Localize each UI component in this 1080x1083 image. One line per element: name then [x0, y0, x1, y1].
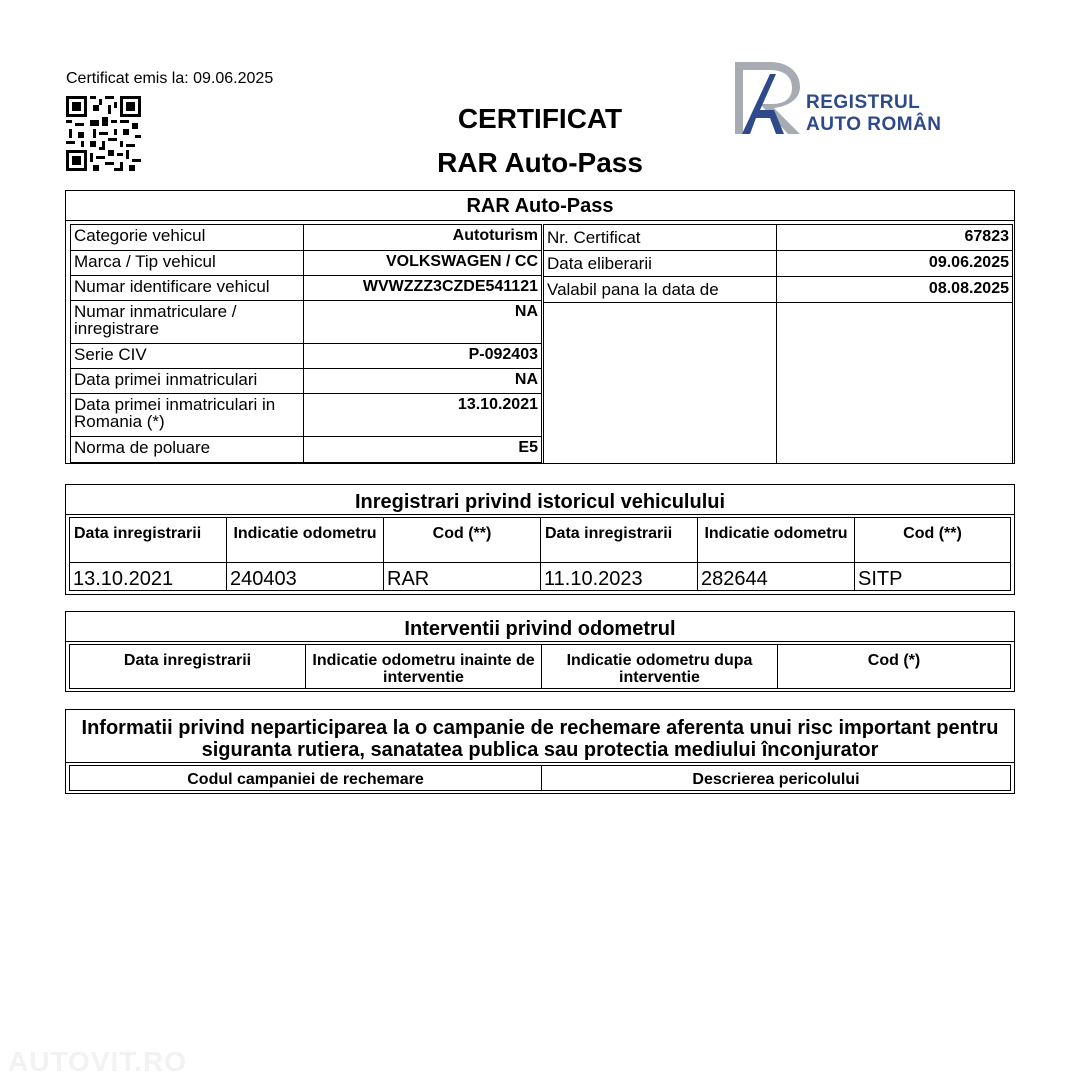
row-value: 67823 [964, 228, 1009, 245]
row-value: P-092403 [468, 346, 538, 363]
vehicle-section-title: RAR Auto-Pass [66, 191, 1014, 221]
recall-table [69, 765, 1011, 791]
row-label: Categorie vehicul [71, 225, 304, 250]
row-label: Valabil pana la data de [544, 277, 777, 302]
issue-date-label: Certificat emis la: 09.06.2025 [66, 70, 274, 87]
column-header: Cod (**) [384, 518, 541, 562]
table-row [71, 225, 541, 251]
row-label: Norma de poluare [71, 437, 304, 462]
history-section-title: Inregistrari privind istoricul vehiculului [66, 485, 1014, 515]
row-label: Data eliberarii [544, 251, 777, 276]
column-header: Indicatie odometru [227, 518, 384, 562]
column-header: Indicatie odometru inainte de interventie [306, 645, 542, 688]
row-label: Serie CIV [71, 344, 304, 368]
logo-line-2: AUTO ROMÂN [806, 114, 942, 135]
row-label: Nr. Certificat [544, 225, 777, 250]
certificate-title: CERTIFICAT [457, 103, 623, 134]
table-row [70, 563, 1010, 590]
table-row [71, 344, 541, 369]
table-row [544, 225, 1012, 251]
table-cell: RAR [384, 563, 541, 590]
row-value: Autoturism [452, 227, 538, 244]
row-label: Numar inmatriculare / inregistrare [71, 301, 304, 343]
table-row [71, 251, 541, 276]
certificate-right-table [543, 224, 1013, 464]
table-cell: SITP [858, 568, 903, 590]
empty-cell [544, 303, 1012, 464]
vehicle-info-section [65, 190, 1015, 464]
row-label: Numar identificare vehicul [71, 276, 304, 300]
table-cell: 240403 [227, 563, 384, 590]
row-value: NA [514, 303, 538, 320]
column-header: Data inregistrarii [541, 518, 698, 562]
table-row [544, 277, 1012, 303]
history-table [69, 517, 1011, 591]
row-value: 13.10.2021 [457, 396, 538, 413]
table-row [71, 276, 541, 301]
recall-section-title: Informatii privind neparticiparea la o campanie de rechemare aferenta unui risc important pentru siguranta rutiera, sanatatea publica sau protectia mediului înconjurator [66, 710, 1014, 763]
column-header: Indicatie odometru [698, 518, 855, 562]
row-value: VOLKSWAGEN / CC [385, 253, 538, 270]
column-header: Data inregistrarii [70, 645, 306, 688]
recall-section [65, 709, 1015, 794]
row-label: Marca / Tip vehicul [71, 251, 304, 275]
table-row [71, 369, 541, 394]
certificate-subtitle: RAR Auto-Pass [437, 147, 643, 178]
column-header: Codul campaniei de rechemare [70, 766, 542, 790]
table-header-row [70, 518, 1010, 563]
row-value: 09.06.2025 [928, 254, 1009, 271]
table-cell: 282644 [698, 563, 855, 590]
table-row [71, 301, 541, 344]
table-cell: 13.10.2021 [70, 563, 227, 590]
row-value: E5 [518, 439, 538, 456]
row-value: 08.08.2025 [928, 280, 1009, 297]
logo-line-1: REGISTRUL [806, 92, 921, 113]
column-header: Descrierea pericolului [692, 771, 860, 788]
history-section [65, 484, 1015, 595]
column-header: Data inregistrarii [70, 518, 227, 562]
rar-logo-text [806, 92, 942, 136]
table-row [71, 394, 541, 437]
watermark: AUTOVIT.RO [8, 1046, 188, 1077]
table-row [544, 251, 1012, 277]
row-label: Data primei inmatriculari in Romania (*) [71, 394, 304, 436]
table-cell: 11.10.2023 [541, 563, 698, 590]
column-header: Cod (*) [867, 652, 921, 669]
column-header: Cod (**) [903, 525, 962, 542]
column-header: Indicatie odometru dupa interventie [542, 645, 778, 688]
vehicle-left-table [70, 224, 542, 463]
row-value: NA [514, 371, 538, 388]
interventions-section [65, 611, 1015, 692]
row-label: Data primei inmatriculari [71, 369, 304, 393]
qr-code-icon [66, 96, 141, 171]
interventions-table [69, 644, 1011, 689]
table-row [71, 437, 541, 463]
interventions-section-title: Interventii privind odometrul [66, 612, 1014, 642]
row-value: WVWZZZ3CZDE541121 [362, 278, 538, 295]
